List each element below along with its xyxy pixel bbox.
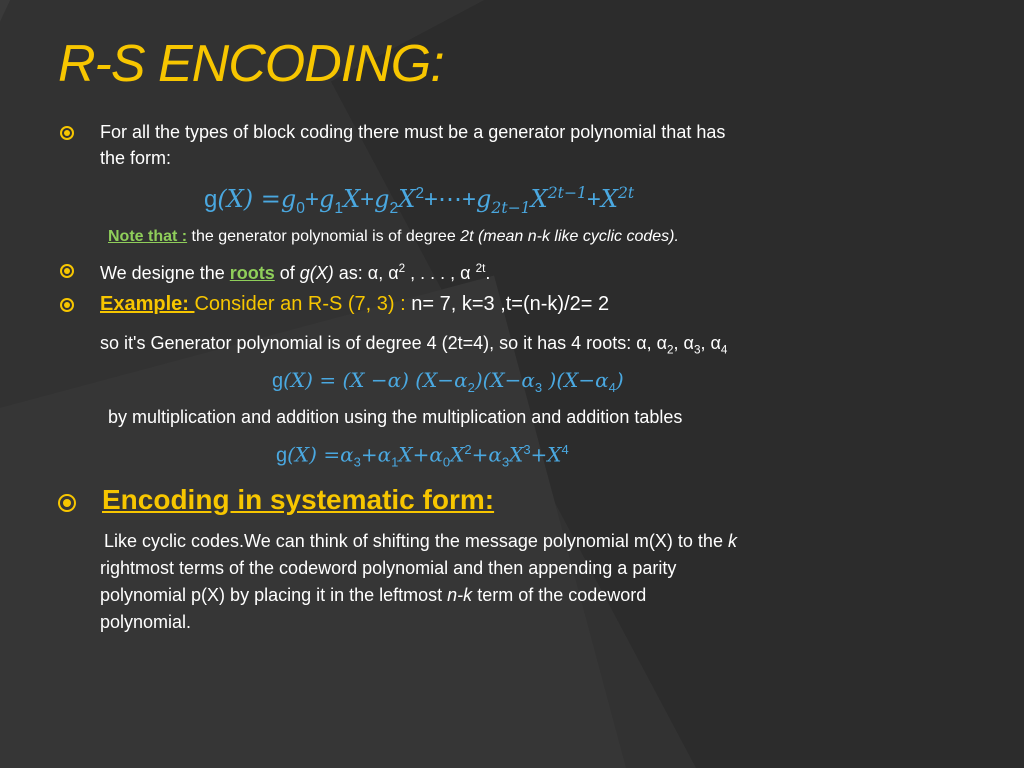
text: rightmost terms of the codeword polynomial and then appending a parity — [100, 558, 677, 578]
eq-term: (X) =α — [287, 442, 354, 467]
text-italic: k — [727, 531, 737, 551]
bullet-icon — [60, 126, 74, 140]
superscript: 2t — [475, 262, 486, 275]
eq-term: g — [280, 185, 297, 213]
eq-term: +α — [360, 442, 392, 467]
example-text: Consider an R-S (7, 3) : — [194, 293, 412, 315]
example-label: Example: — [100, 293, 195, 315]
eq-term: ) — [615, 368, 624, 392]
text: Like cyclic codes.We can think of shifting the message polynomial m(X) to the — [104, 531, 728, 551]
eq-term: X — [530, 185, 548, 213]
eq-superscript: 4 — [561, 442, 569, 457]
eq-term: g — [374, 185, 390, 213]
text: We designe the — [100, 263, 230, 283]
expanded-polynomial-equation — [276, 442, 569, 470]
eq-subscript: 3 — [501, 454, 510, 470]
superscript: 2 — [398, 262, 406, 275]
eq-operator: +⋯+ — [424, 186, 477, 213]
subscript: 4 — [720, 343, 728, 357]
eq-term: X — [398, 185, 416, 213]
note-line — [108, 228, 679, 246]
eq-term: +α — [471, 442, 502, 467]
eq-term: X — [509, 442, 524, 467]
eq-term: X — [450, 442, 465, 467]
text: so it's Generator polynomial is of degree 4 (2t=4), so it has 4 roots: α, α — [100, 333, 668, 353]
eq-subscript: 2t−1 — [491, 198, 531, 217]
bullet-text-roots — [100, 256, 490, 286]
eq-subscript: 2 — [389, 199, 399, 217]
eq-symbol: g — [276, 444, 288, 467]
eq-operator: + — [360, 186, 375, 213]
slide-title: R-S ENCODING: — [58, 35, 444, 93]
text: polynomial. — [100, 612, 192, 632]
eq-operator: + — [304, 186, 319, 213]
text: polynomial p(X) by placing it in the leftmost — [100, 585, 448, 605]
text-italic: g(X) — [299, 263, 334, 283]
eq-term: g — [319, 185, 335, 213]
eq-superscript: 2t−1 — [547, 184, 587, 202]
eq-term: )(X−α — [542, 368, 609, 392]
eq-superscript: 2 — [415, 185, 425, 202]
systematic-paragraph — [100, 528, 737, 636]
text: as: α, α — [333, 263, 399, 283]
eq-operator: + — [586, 186, 601, 213]
section-heading-systematic: Encoding in systematic form: — [102, 484, 495, 515]
eq-subscript: 0 — [442, 454, 451, 470]
eq-term: (X) = (X −α) (X−α — [283, 368, 468, 392]
eq-term: +X — [530, 442, 562, 467]
bullet-icon — [60, 264, 74, 278]
text: , α — [673, 333, 694, 353]
eq-term: (X) = — [217, 185, 281, 213]
text-line: the form: — [100, 148, 172, 168]
text-line: For all the types of block coding there must be a generator polynomial that has — [100, 122, 726, 142]
eq-term: )(X−α — [474, 368, 535, 392]
eq-term: g — [476, 185, 492, 213]
roots-description — [100, 330, 727, 364]
generator-polynomial-equation — [204, 184, 634, 218]
text: . — [485, 263, 491, 283]
eq-subscript: 3 — [534, 380, 543, 395]
eq-superscript: 2 — [464, 442, 472, 457]
bullet-text-generator-intro — [100, 119, 725, 171]
note-text: the generator polynomial is of degree — [187, 228, 461, 245]
text: , . . . , α — [405, 263, 476, 283]
eq-subscript: 2 — [467, 380, 475, 395]
text: of — [274, 263, 300, 283]
bullet-text-example — [100, 290, 609, 318]
eq-subscript: 3 — [353, 454, 361, 470]
eq-term: X+α — [398, 442, 443, 467]
roots-keyword: roots — [229, 263, 275, 283]
eq-superscript: 3 — [523, 442, 531, 457]
example-params: n= 7, k=3 ,t=(n-k)/2= 2 — [411, 293, 610, 315]
text: term of the codeword — [472, 585, 647, 605]
multiplication-note: by multiplication and addition using the multiplication and addition tables — [108, 407, 683, 427]
note-label: Note that : — [108, 228, 188, 245]
eq-subscript: 1 — [391, 454, 399, 470]
text-italic: n-k — [447, 585, 473, 605]
eq-superscript: 2t — [618, 184, 635, 202]
eq-subscript: 1 — [334, 199, 344, 217]
eq-symbol: g — [204, 186, 218, 213]
eq-term: X — [600, 185, 618, 213]
bullet-icon — [58, 494, 76, 512]
eq-subscript: 0 — [296, 199, 305, 217]
eq-symbol: g — [272, 370, 284, 392]
subscript: 3 — [693, 343, 701, 357]
text: , α — [700, 333, 721, 353]
subscript: 2 — [667, 343, 674, 357]
factored-polynomial-equation — [272, 368, 624, 395]
note-text-italic: 2t (mean n-k like cyclic codes). — [460, 228, 679, 245]
bullet-icon — [60, 298, 74, 312]
eq-subscript: 4 — [608, 380, 616, 395]
eq-term: X — [343, 185, 361, 213]
